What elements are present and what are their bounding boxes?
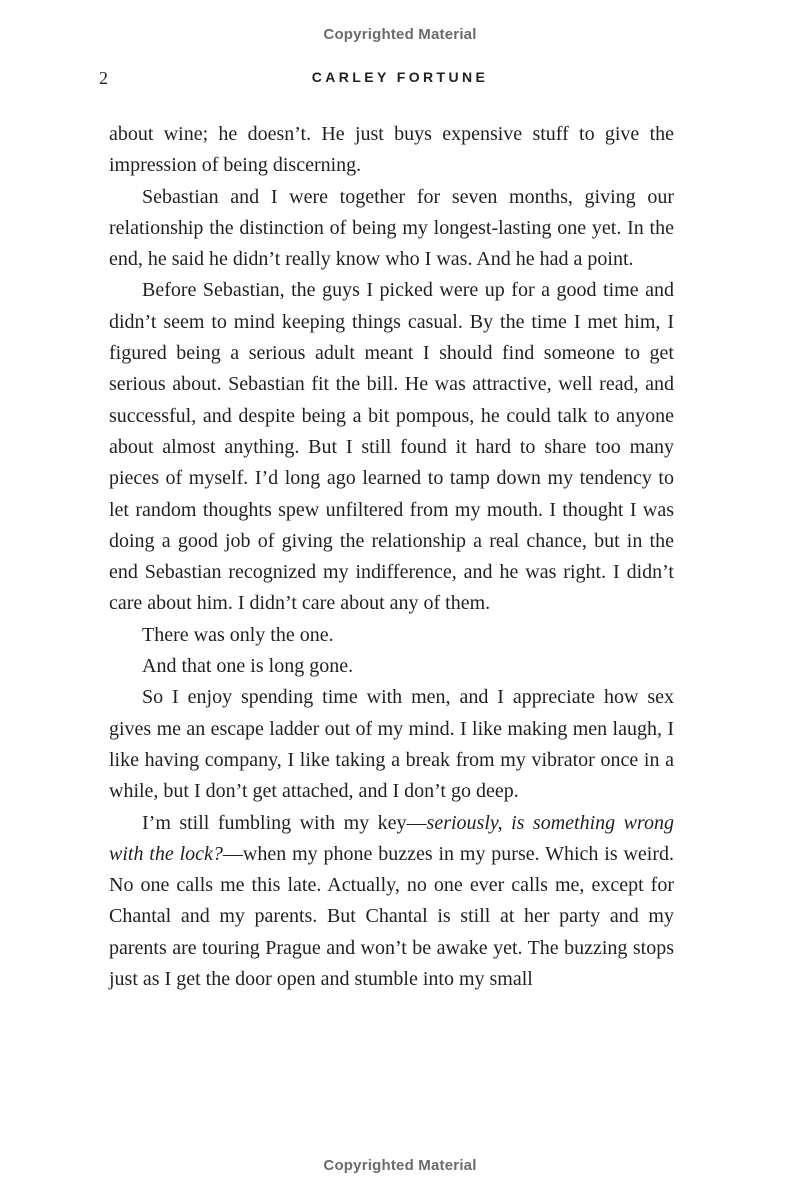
paragraph xyxy=(109,808,674,996)
italic-thought: seriously, is something wrong with the lock? xyxy=(109,811,674,865)
paragraph-text: I’m still fumbling with my key— xyxy=(142,811,427,834)
running-head xyxy=(0,68,800,90)
paragraph: about wine; he doesn’t. He just buys expensive stuff to give the impression of being discerning. xyxy=(109,123,674,177)
paragraph: There was only the one. xyxy=(142,623,334,646)
copyright-watermark-bottom: Copyrighted Material xyxy=(323,1157,477,1174)
page-number: 2 xyxy=(99,68,108,88)
paragraph: Before Sebastian, the guys I picked were up for a good time and didn’t seem to mind keeping things casual. By the time I met him, I figured being a serious adult meant I should find someone to get serious about. Sebastian fit the bill. He was attractive, well read, and successful, and despite being a bit pompous, he could talk to anyone about almost anything. But I still found it hard to share too many pieces of myself. I’d long ago learned to tamp down my tendency to let random thoughts spew unfiltered from my mouth. I thought I was doing a good job of giving the relationship a real chance, but in the end Sebastian recognized my indifference, and he was right. I didn’t care about him. I didn’t care about any of them. xyxy=(109,279,674,615)
author-name: CARLEY FORTUNE xyxy=(311,69,489,85)
paragraph-text: —when my phone buzzes in my purse. Which is weird. No one calls me this late. Actually, no one ever calls me, except for Chantal and my parents. But Chantal is still at her party and my parents are touring Prague and won’t be awake yet. The buzzing stops just as I get the door open and stumble into my small xyxy=(109,842,674,991)
body-text xyxy=(109,119,674,995)
paragraph: Sebastian and I were together for seven months, giving our relationship the distinction of being my longest-lasting one yet. In the end, he said he didn’t really know who I was. And he had a point. xyxy=(109,185,674,271)
paragraph: So I enjoy spending time with men, and I appreciate how sex gives me an escape ladder out of my mind. I like making men laugh, I like having company, I like taking a break from my vibrator once in a while, but I don’t get attached, and I don’t go deep. xyxy=(109,686,674,803)
copyright-watermark-top: Copyrighted Material xyxy=(323,26,477,43)
paragraph: And that one is long gone. xyxy=(142,655,354,678)
